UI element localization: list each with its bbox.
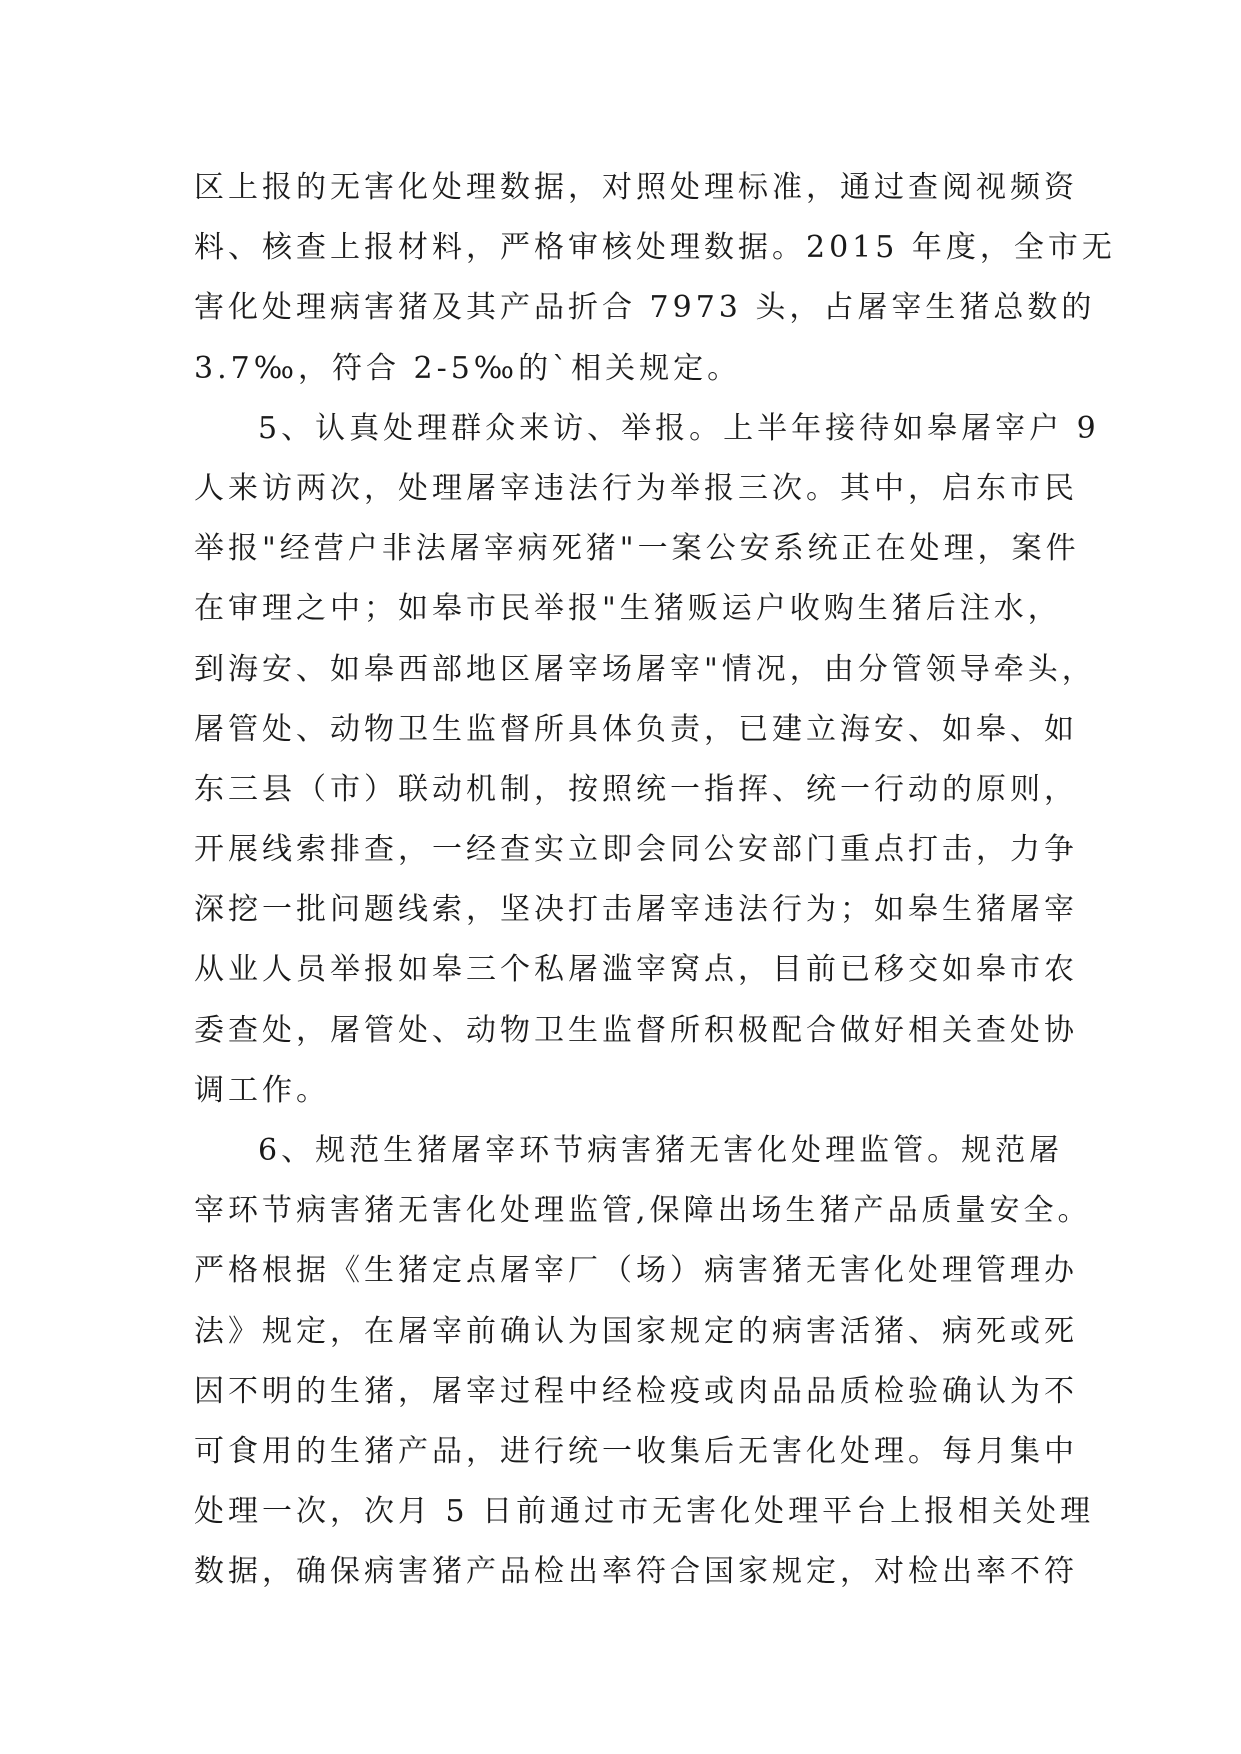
text-line: 料、核查上报材料，严格审核处理数据。2015 年度，全市无 — [194, 230, 1116, 266]
paragraph-first-line: 6、规范生猪屠宰环节病害猪无害化处理监管。规范屠 — [258, 1133, 1064, 1168]
document-body — [194, 158, 1116, 1603]
text-line: 严格根据《生猪定点屠宰厂（场）病害猪无害化处理管理办 — [194, 1253, 1078, 1289]
text-line: 宰环节病害猪无害化处理监管,保障出场生猪产品质量安全。 — [194, 1193, 1092, 1229]
text-line: 害化处理病害猪及其产品折合 7973 头，占屠宰生猪总数的 — [194, 290, 1096, 326]
text-line: 可食用的生猪产品，进行统一收集后无害化处理。每月集中 — [194, 1433, 1078, 1469]
text-line: 法》规定，在屠宰前确认为国家规定的病害活猪、病死或死 — [194, 1313, 1078, 1349]
text-line: 3.7‰，符合 2-5‰的`相关规定。 — [194, 350, 742, 386]
text-line: 人来访两次，处理屠宰违法行为举报三次。其中，启东市民 — [194, 470, 1078, 506]
text-line: 在审理之中；如皋市民举报"生猪贩运户收购生猪后注水， — [194, 591, 1062, 627]
text-line: 区上报的无害化处理数据，对照处理标准，通过查阅视频资 — [194, 170, 1078, 205]
text-line: 调工作。 — [194, 1072, 330, 1108]
text-line: 因不明的生猪，屠宰过程中经检疫或肉品品质检验确认为不 — [194, 1373, 1078, 1409]
text-line: 委查处，屠管处、动物卫生监督所积极配合做好相关查处协 — [194, 1012, 1078, 1048]
text-line: 从业人员举报如皋三个私屠滥宰窝点，目前已移交如皋市农 — [194, 952, 1078, 988]
paragraph-first-line: 5、认真处理群众来访、举报。上半年接待如皋屠宰户 9 — [258, 410, 1100, 446]
text-line: 深挖一批问题线索，坚决打击屠宰违法行为；如皋生猪屠宰 — [194, 892, 1078, 928]
text-line: 屠管处、动物卫生监督所具体负责，已建立海安、如皋、如 — [194, 711, 1078, 747]
text-line: 东三县（市）联动机制，按照统一指挥、统一行动的原则， — [194, 771, 1078, 807]
text-line: 到海安、如皋西部地区屠宰场屠宰"情况，由分管领导牵头， — [194, 651, 1096, 687]
text-line: 处理一次，次月 5 日前通过市无害化处理平台上报相关处理 — [194, 1494, 1095, 1530]
text-line: 数据，确保病害猪产品检出率符合国家规定，对检出率不符 — [194, 1554, 1078, 1590]
text-line: 开展线索排查，一经查实立即会同公安部门重点打击，力争 — [194, 832, 1078, 868]
text-line: 举报"经营户非法屠宰病死猪"一案公安系统正在处理，案件 — [194, 531, 1080, 567]
